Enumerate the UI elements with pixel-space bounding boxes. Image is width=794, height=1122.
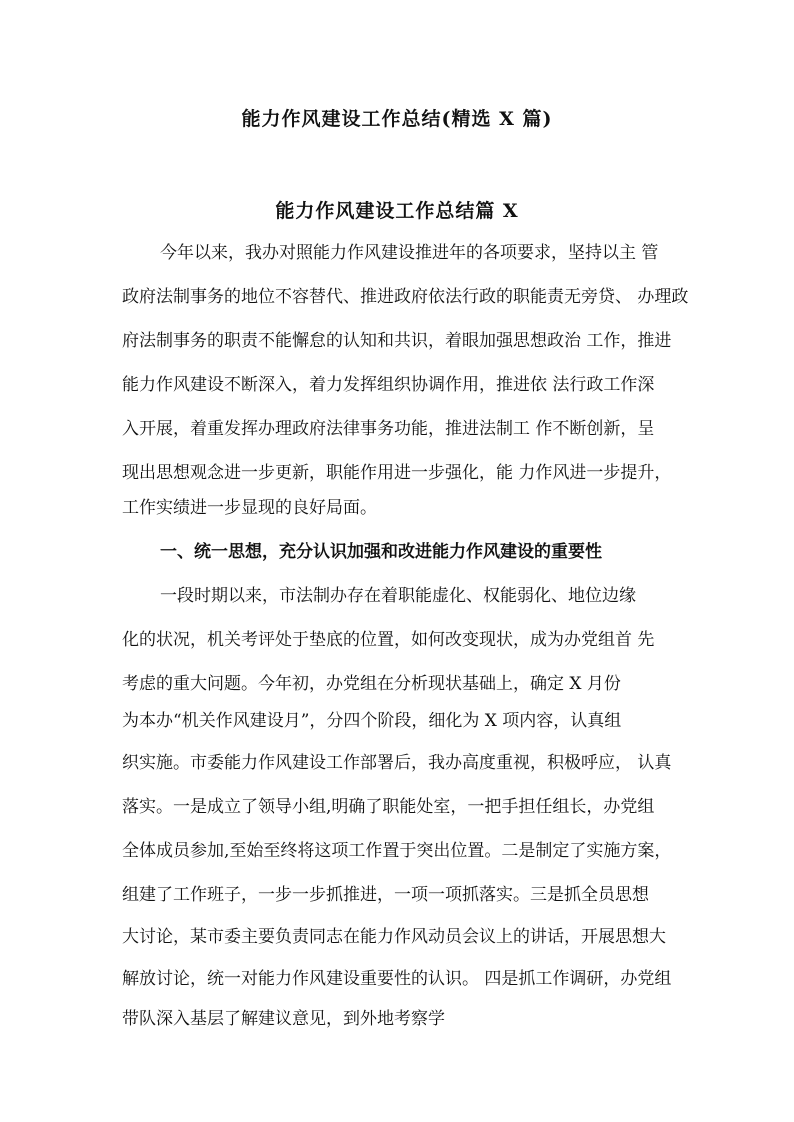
paragraph-line: 府法制事务的职责不能懈怠的认知和共识，着眼加强思想政治 工作，推进	[122, 331, 672, 351]
paragraph-line: 全体成员参加,至始至终将这项工作置于突出位置。二是制定了实施方案，	[122, 841, 672, 861]
paragraph-line: 化的状况，机关考评处于垫底的位置，如何改变现状，成为办党组首 先	[122, 630, 655, 650]
paragraph-line: 一段时期以来，市法制办存在着职能虚化、权能弱化、地位边缘	[160, 586, 636, 606]
paragraph-line: 大讨论，某市委主要负责同志在能力作风动员会议上的讲话，开展思想大	[122, 927, 666, 947]
paragraph-line: 工作实绩进一步显现的良好局面。	[122, 498, 377, 518]
paragraph-line: 带队深入基层了解建议意见，到外地考察学	[122, 1009, 445, 1029]
paragraph-line: 现出思想观念进一步更新，职能作用进一步强化，能 力作风进一步提升，	[122, 463, 672, 483]
paragraph-line: 政府法制事务的地位不容替代、推进政府依法行政的职能责无旁贷、 办理政	[122, 287, 689, 307]
section-heading: 一、统一思想，充分认识加强和改进能力作风建设的重要性	[160, 542, 602, 562]
section-title: 能力作风建设工作总结篇 X	[275, 200, 519, 222]
paragraph-line: 考虑的重大问题。今年初，办党组在分析现状基础上，确定 X 月份	[122, 674, 621, 694]
paragraph-line: 为本办“机关作风建设月”，分四个阶段，细化为 X 项内容，认真组	[122, 711, 622, 731]
document-title: 能力作风建设工作总结(精选 X 篇)	[241, 108, 553, 130]
paragraph-line: 解放讨论，统一对能力作风建设重要性的认识。 四是抓工作调研，办党组	[122, 969, 672, 989]
paragraph-line: 织实施。市委能力作风建设工作部署后，我办高度重视，积极呼应， 认真	[122, 753, 672, 773]
paragraph-line: 组建了工作班子，一步一步抓推进，一项一项抓落实。三是抓全员思想	[122, 885, 649, 905]
paragraph-line: 今年以来，我办对照能力作风建设推进年的各项要求，坚持以主 管	[160, 243, 659, 263]
paragraph-line: 入开展，着重发挥办理政府法律事务功能，推进法制工 作不断创新，呈	[122, 419, 655, 439]
paragraph-line: 落实。一是成立了领导小组,明确了职能处室，一把手担任组长，办党组	[122, 797, 655, 817]
paragraph-line: 能力作风建设不断深入，着力发挥组织协调作用，推进依 法行政工作深	[122, 375, 655, 395]
